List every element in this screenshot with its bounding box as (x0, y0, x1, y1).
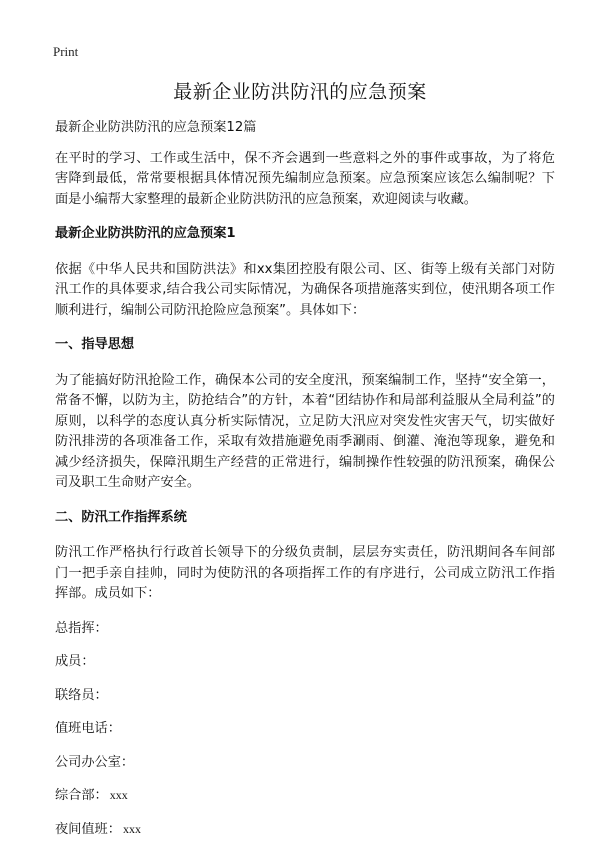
section-paragraph-plan-1: 依据《中华人民共和国防洪法》和xx集团控股有限公司、区、街等上级有关部门对防汛工作的具体要求,结合我公司实际情况，为确保各项措施落实到位，使汛期各项工作顺利进行，编制公司防汛抢险应急预案”。具体如下： (55, 261, 555, 318)
page-title: 最新企业防洪防汛的应急预案 (173, 81, 427, 103)
field-commander (55, 618, 555, 639)
document-body (55, 118, 555, 852)
section-heading-guiding-principle: 一、指导思想 (55, 337, 135, 352)
field-label: 总指挥： (55, 620, 108, 636)
field-label: 联络员： (55, 687, 108, 703)
field-label: 成员： (55, 654, 95, 669)
field-label: 公司办公室： (55, 754, 135, 770)
field-label: 综合部： (55, 788, 108, 803)
field-liaison (55, 685, 555, 706)
section-heading-plan-1: 最新企业防洪防汛的应急预案1 (55, 226, 236, 241)
field-label: 值班电话： (55, 721, 121, 736)
field-office (55, 752, 555, 773)
field-value: xxx (122, 821, 141, 836)
document-subtitle: 最新企业防洪防汛的应急预案12篇 (55, 120, 257, 135)
field-value: xxx (109, 788, 128, 802)
section-paragraph-command-system: 防汛工作严格执行行政首长领导下的分级负责制，层层夯实责任，防汛期间各车间部门一把手亲自挂帅，同时为使防汛的各项指挥工作的有序进行，公司成立防汛工作指挥部。成员如下： (55, 545, 555, 601)
field-members (55, 651, 555, 672)
member-list (55, 618, 555, 840)
print-link[interactable]: Print (53, 44, 79, 59)
section-heading-command-system: 二、防汛工作指挥系统 (55, 509, 187, 525)
intro-paragraph: 在平时的学习、工作或生活中，保不齐会遇到一些意料之外的事件或事故，为了将危害降到最低，常常要根据具体情况预先编制应急预案。应急预案应该怎么编制呢？下面是小编帮大家整理的最新企业防洪防汛的应急预案，欢迎阅读与收藏。 (55, 150, 555, 207)
field-label: 夜间值班： (55, 821, 121, 837)
field-general-dept (55, 785, 555, 806)
field-night-duty (55, 819, 555, 840)
field-duty-phone (55, 718, 555, 739)
section-paragraph-guiding-principle: 为了能搞好防汛抢险工作，确保本公司的安全度汛，预案编制工作，坚持“安全第一，常备不懈，以防为主，防抢结合”的方针，本着“团结协作和局部利益服从全局利益”的原则，以科学的态度认真分析实际情况，立足防大汛应对突发性灾害天气，切实做好防汛排涝的各项准备工作，采取有效措施避免雨季涮雨、倒灌、淹泡等现象，避免和减少经济损失，保障汛期生产经营的正常进行，编制操作性较强的防汛预案，确保公司及职工生命财产安全。 (55, 372, 555, 490)
